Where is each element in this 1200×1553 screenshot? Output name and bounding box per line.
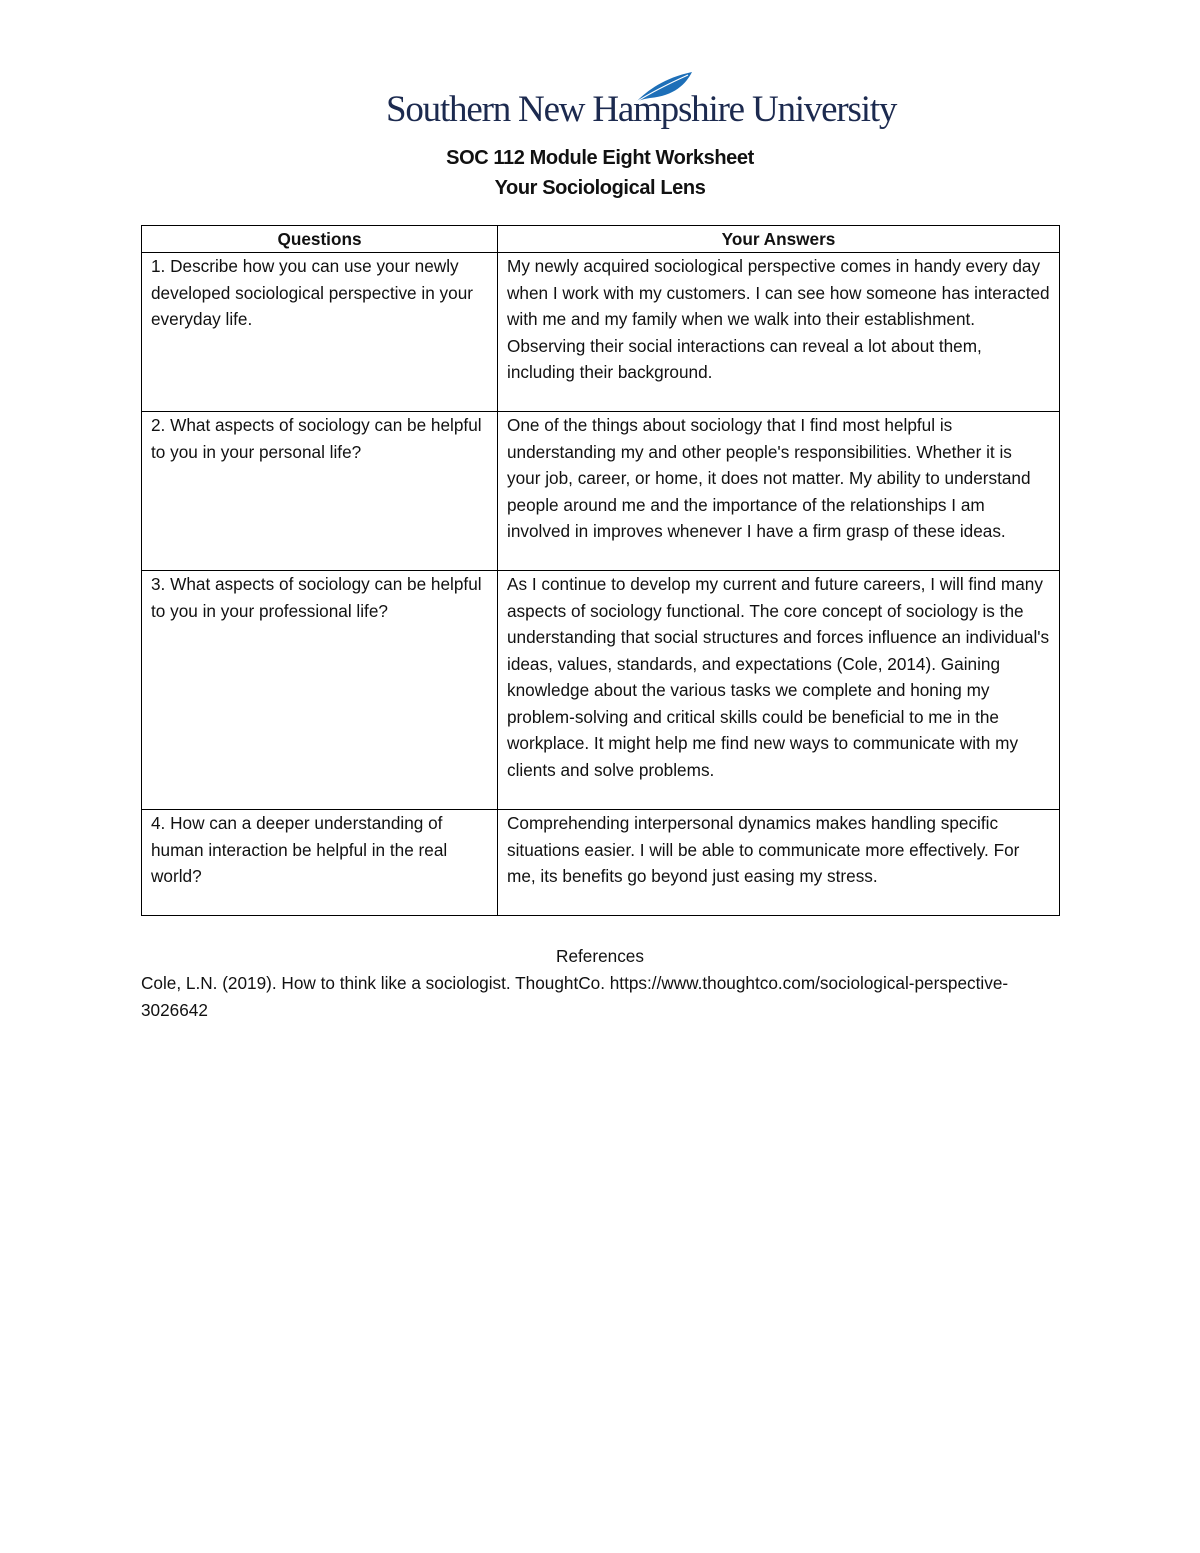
references-heading: References bbox=[556, 946, 644, 966]
table-row bbox=[142, 412, 1060, 571]
worksheet-title bbox=[0, 143, 1200, 203]
reference-entry: Cole, L.N. (2019). How to think like a sociologist. ThoughtCo. https://www.thoughtco.com/sociological-perspective-3026642 bbox=[141, 973, 1009, 1020]
column-header-questions: Questions bbox=[142, 226, 498, 253]
question-cell: 1. Describe how you can use your newly developed sociological perspective in your everyday life. bbox=[142, 253, 498, 412]
column-header-answers: Your Answers bbox=[498, 226, 1060, 253]
worksheet-table bbox=[141, 225, 1060, 916]
table-row bbox=[142, 810, 1060, 916]
question-cell: 2. What aspects of sociology can be helpful to you in your personal life? bbox=[142, 412, 498, 571]
question-cell: 3. What aspects of sociology can be helpful to you in your professional life? bbox=[142, 571, 498, 810]
title-line-1: SOC 112 Module Eight Worksheet bbox=[446, 147, 754, 169]
table-row bbox=[142, 253, 1060, 412]
answer-cell: My newly acquired sociological perspective comes in handy every day when I work with my customers. I can see how someone has interacted with me and my family when we walk into their establishment. Observing their social interactions can reveal a lot about them, including their background. bbox=[498, 253, 1060, 412]
title-line-2: Your Sociological Lens bbox=[494, 177, 706, 199]
answer-cell: As I continue to develop my current and future careers, I will find many aspects of sociology functional. The core concept of sociology is the understanding that social structures and forces influence an individual's ideas, values, standards, and expectations (Cole, 2014). Gaining knowledge about the various tasks we complete and honing my problem-solving and critical skills could be beneficial to me in the workplace. It might help me find new ways to communicate with my clients and solve problems. bbox=[498, 571, 1060, 810]
answer-cell: One of the things about sociology that I find most helpful is understanding my and other people's responsibilities. Whether it is your job, career, or home, it does not matter. My ability to understand people around me and the importance of the relationships I am involved in improves whenever I have a firm grasp of these ideas. bbox=[498, 412, 1060, 571]
leaf-icon bbox=[630, 70, 710, 104]
table-row bbox=[142, 571, 1060, 810]
table-header-row bbox=[142, 226, 1060, 253]
university-logo bbox=[386, 70, 897, 136]
logo-text: Southern New Hampshire University bbox=[386, 89, 897, 130]
answer-cell: Comprehending interpersonal dynamics makes handling specific situations easier. I will be able to communicate more effectively. For me, its benefits go beyond just easing my stress. bbox=[498, 810, 1060, 916]
question-cell: 4. How can a deeper understanding of human interaction be helpful in the real world? bbox=[142, 810, 498, 916]
